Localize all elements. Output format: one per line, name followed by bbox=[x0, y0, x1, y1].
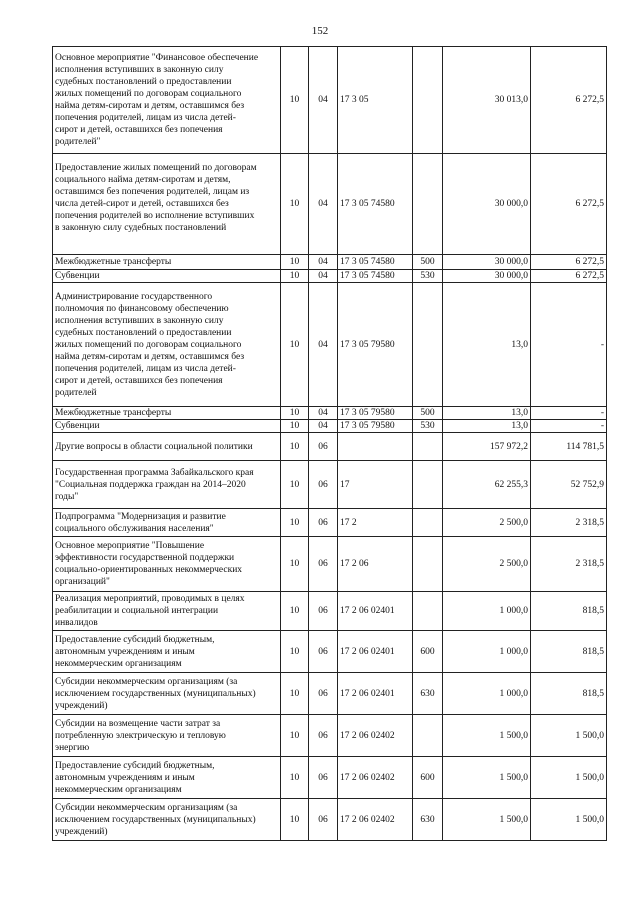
expense-type-cell: 500 bbox=[413, 407, 443, 420]
row-name-line: жилых помещений по договорам социального bbox=[55, 339, 242, 350]
section-code-cell: 10 bbox=[281, 715, 309, 757]
row-name-line: исполнения вступивших в законную силу bbox=[55, 65, 224, 75]
row-name-line: Основное мероприятие "Финансовое обеспечение bbox=[55, 53, 259, 63]
row-name-line: Государственная программа Забайкальского края bbox=[55, 467, 254, 478]
expense-type-cell: 630 bbox=[413, 799, 443, 841]
target-article-cell: 17 2 06 02401 bbox=[338, 673, 413, 715]
section-code-cell: 10 bbox=[281, 407, 309, 420]
target-article-cell: 17 bbox=[338, 461, 413, 509]
table-row bbox=[53, 154, 607, 255]
row-name-cell bbox=[53, 407, 281, 420]
amount-2-cell: 1 500,0 bbox=[531, 799, 607, 841]
section-code-cell: 10 bbox=[281, 631, 309, 673]
section-code-cell: 10 bbox=[281, 537, 309, 592]
table-row bbox=[53, 715, 607, 757]
budget-table bbox=[52, 46, 607, 841]
section-code-cell: 10 bbox=[281, 509, 309, 537]
amount-2-cell: 818,5 bbox=[531, 631, 607, 673]
row-name-line: родителей bbox=[55, 387, 97, 398]
row-name-line: найма детям-сиротам и детям, оставшимся без bbox=[55, 101, 245, 111]
row-name-line: исключением государственных (муниципальных) bbox=[55, 814, 256, 825]
row-name-line: родителей" bbox=[55, 137, 101, 147]
subsection-code-cell: 06 bbox=[309, 673, 338, 715]
row-name-line: Межбюджетные трансферты bbox=[55, 408, 172, 418]
amount-2-cell: 818,5 bbox=[531, 592, 607, 631]
section-code-cell: 10 bbox=[281, 461, 309, 509]
amount-2-cell: - bbox=[531, 420, 607, 433]
expense-type-cell bbox=[413, 154, 443, 255]
table-row bbox=[53, 461, 607, 509]
expense-type-cell bbox=[413, 509, 443, 537]
amount-2-cell: 2 318,5 bbox=[531, 509, 607, 537]
row-name-line: реабилитации и социальной интеграции bbox=[55, 606, 219, 616]
target-article-cell: 17 2 bbox=[338, 509, 413, 537]
subsection-code-cell: 06 bbox=[309, 433, 338, 461]
row-name-line: судебных постановлений о предоставлении bbox=[55, 77, 232, 87]
row-name-cell bbox=[53, 433, 281, 461]
row-name-line: организаций" bbox=[55, 577, 110, 587]
table-row bbox=[53, 592, 607, 631]
table-row bbox=[53, 420, 607, 433]
expense-type-cell: 630 bbox=[413, 673, 443, 715]
target-article-cell: 17 3 05 74580 bbox=[338, 255, 413, 270]
target-article-cell: 17 3 05 79580 bbox=[338, 407, 413, 420]
amount-1-cell: 1 000,0 bbox=[443, 592, 531, 631]
amount-1-cell: 1 500,0 bbox=[443, 715, 531, 757]
amount-1-cell: 30 000,0 bbox=[443, 154, 531, 255]
target-article-cell: 17 3 05 79580 bbox=[338, 420, 413, 433]
row-name-line: Реализация мероприятий, проводимых в целях bbox=[55, 594, 245, 604]
row-name-cell bbox=[53, 154, 281, 255]
amount-2-cell: - bbox=[531, 407, 607, 420]
row-name-line: Другие вопросы в области социальной политики bbox=[55, 441, 253, 452]
row-name-line: эффективности государственной поддержки bbox=[55, 553, 235, 563]
subsection-code-cell: 06 bbox=[309, 799, 338, 841]
table-row bbox=[53, 799, 607, 841]
subsection-code-cell: 04 bbox=[309, 255, 338, 270]
table-row bbox=[53, 631, 607, 673]
row-name-line: в законную силу судебных постановлений bbox=[55, 223, 227, 233]
section-code-cell: 10 bbox=[281, 283, 309, 407]
amount-2-cell: 6 272,5 bbox=[531, 255, 607, 270]
row-name-line: социально-ориентированных некоммерческих bbox=[55, 565, 243, 575]
amount-2-cell: 114 781,5 bbox=[531, 433, 607, 461]
row-name-cell bbox=[53, 673, 281, 715]
row-name-line: Предоставление жилых помещений по договорам bbox=[55, 163, 257, 173]
row-name-line: попечения родителей, лицам из числа детей- bbox=[55, 363, 236, 374]
row-name-line: исключением государственных (муниципальных) bbox=[55, 688, 256, 699]
table-row bbox=[53, 283, 607, 407]
row-name-line: жилых помещений по договорам социального bbox=[55, 89, 242, 99]
table-row bbox=[53, 47, 607, 154]
amount-1-cell: 30 013,0 bbox=[443, 47, 531, 154]
row-name-line: годы" bbox=[55, 491, 79, 502]
subsection-code-cell: 06 bbox=[309, 631, 338, 673]
amount-2-cell: - bbox=[531, 283, 607, 407]
budget-table-body bbox=[53, 47, 607, 841]
target-article-cell bbox=[338, 433, 413, 461]
amount-2-cell: 6 272,5 bbox=[531, 270, 607, 283]
expense-type-cell bbox=[413, 592, 443, 631]
section-code-cell: 10 bbox=[281, 799, 309, 841]
table-row bbox=[53, 255, 607, 270]
amount-1-cell: 13,0 bbox=[443, 420, 531, 433]
row-name-line: "Социальная поддержка граждан на 2014–2020 bbox=[55, 479, 246, 490]
row-name-line: потребленную электрическую и тепловую bbox=[55, 730, 226, 741]
page-number: 152 bbox=[311, 25, 329, 37]
amount-1-cell: 2 500,0 bbox=[443, 537, 531, 592]
subsection-code-cell: 04 bbox=[309, 407, 338, 420]
expense-type-cell bbox=[413, 433, 443, 461]
section-code-cell: 10 bbox=[281, 270, 309, 283]
subsection-code-cell: 04 bbox=[309, 420, 338, 433]
row-name-line: Межбюджетные трансферты bbox=[55, 257, 172, 267]
target-article-cell: 17 3 05 79580 bbox=[338, 283, 413, 407]
row-name-line: Субсидии некоммерческим организациям (за bbox=[55, 676, 238, 687]
section-code-cell: 10 bbox=[281, 433, 309, 461]
row-name-line: найма детям-сиротам и детям, оставшимся без bbox=[55, 351, 245, 362]
expense-type-cell: 530 bbox=[413, 420, 443, 433]
row-name-cell bbox=[53, 509, 281, 537]
target-article-cell: 17 3 05 74580 bbox=[338, 270, 413, 283]
expense-type-cell bbox=[413, 47, 443, 154]
amount-1-cell: 13,0 bbox=[443, 283, 531, 407]
row-name-line: попечения родителей во исполнение вступивших bbox=[55, 211, 255, 221]
subsection-code-cell: 06 bbox=[309, 461, 338, 509]
section-code-cell: 10 bbox=[281, 255, 309, 270]
subsection-code-cell: 06 bbox=[309, 592, 338, 631]
target-article-cell: 17 2 06 bbox=[338, 537, 413, 592]
subsection-code-cell: 06 bbox=[309, 537, 338, 592]
row-name-cell bbox=[53, 757, 281, 799]
section-code-cell: 10 bbox=[281, 420, 309, 433]
amount-2-cell: 2 318,5 bbox=[531, 537, 607, 592]
section-code-cell: 10 bbox=[281, 47, 309, 154]
target-article-cell: 17 3 05 74580 bbox=[338, 154, 413, 255]
amount-1-cell: 2 500,0 bbox=[443, 509, 531, 537]
row-name-line: оставшимся без попечения родителей, лицам из bbox=[55, 187, 250, 197]
target-article-cell: 17 3 05 bbox=[338, 47, 413, 154]
subsection-code-cell: 04 bbox=[309, 47, 338, 154]
subsection-code-cell: 04 bbox=[309, 283, 338, 407]
row-name-line: энергию bbox=[55, 742, 90, 753]
row-name-line: полномочия по финансовому обеспечению bbox=[55, 303, 229, 314]
row-name-line: социального обслуживания населения" bbox=[55, 523, 214, 534]
section-code-cell: 10 bbox=[281, 757, 309, 799]
row-name-line: Подпрограмма "Модернизация и развитие bbox=[55, 511, 226, 522]
row-name-cell bbox=[53, 592, 281, 631]
amount-1-cell: 1 500,0 bbox=[443, 757, 531, 799]
amount-1-cell: 1 500,0 bbox=[443, 799, 531, 841]
subsection-code-cell: 06 bbox=[309, 715, 338, 757]
row-name-cell bbox=[53, 461, 281, 509]
row-name-line: социального найма детям-сиротам и детям, bbox=[55, 175, 231, 185]
row-name-line: сирот и детей, оставшихся без попечения bbox=[55, 125, 223, 135]
row-name-line: Субсидии на возмещение части затрат за bbox=[55, 718, 221, 729]
row-name-cell bbox=[53, 47, 281, 154]
subsection-code-cell: 04 bbox=[309, 154, 338, 255]
amount-2-cell: 818,5 bbox=[531, 673, 607, 715]
row-name-line: числа детей-сирот и детей, оставшихся без bbox=[55, 199, 229, 209]
expense-type-cell: 500 bbox=[413, 255, 443, 270]
amount-2-cell: 1 500,0 bbox=[531, 715, 607, 757]
row-name-cell bbox=[53, 283, 281, 407]
amount-2-cell: 1 500,0 bbox=[531, 757, 607, 799]
row-name-cell bbox=[53, 255, 281, 270]
row-name-line: учреждений) bbox=[55, 826, 108, 837]
row-name-line: учреждений) bbox=[55, 700, 108, 711]
expense-type-cell bbox=[413, 715, 443, 757]
row-name-cell bbox=[53, 270, 281, 283]
table-row bbox=[53, 270, 607, 283]
table-row bbox=[53, 673, 607, 715]
row-name-line: Предоставление субсидий бюджетным, bbox=[55, 760, 215, 771]
row-name-line: Основное мероприятие "Повышение bbox=[55, 541, 205, 551]
row-name-cell bbox=[53, 799, 281, 841]
table-row bbox=[53, 509, 607, 537]
amount-1-cell: 13,0 bbox=[443, 407, 531, 420]
target-article-cell: 17 2 06 02401 bbox=[338, 631, 413, 673]
row-name-cell bbox=[53, 420, 281, 433]
expense-type-cell bbox=[413, 461, 443, 509]
row-name-cell bbox=[53, 537, 281, 592]
expense-type-cell: 530 bbox=[413, 270, 443, 283]
amount-2-cell: 6 272,5 bbox=[531, 154, 607, 255]
row-name-line: Субсидии некоммерческим организациям (за bbox=[55, 802, 238, 813]
row-name-line: автономным учреждениям и иным bbox=[55, 772, 195, 783]
subsection-code-cell: 06 bbox=[309, 757, 338, 799]
row-name-cell bbox=[53, 715, 281, 757]
row-name-line: исполнения вступивших в законную силу bbox=[55, 315, 224, 326]
expense-type-cell bbox=[413, 537, 443, 592]
row-name-line bbox=[55, 234, 278, 246]
subsection-code-cell: 04 bbox=[309, 270, 338, 283]
target-article-cell: 17 2 06 02402 bbox=[338, 757, 413, 799]
target-article-cell: 17 2 06 02401 bbox=[338, 592, 413, 631]
row-name-line: Предоставление субсидий бюджетным, bbox=[55, 634, 215, 645]
row-name-line: Администрирование государственного bbox=[55, 291, 213, 302]
amount-1-cell: 30 000,0 bbox=[443, 255, 531, 270]
table-row bbox=[53, 407, 607, 420]
row-name-line: автономным учреждениям и иным bbox=[55, 646, 195, 657]
row-name-line: Субвенции bbox=[55, 421, 100, 431]
row-name-line: судебных постановлений о предоставлении bbox=[55, 327, 232, 338]
row-name-line: некоммерческим организациям bbox=[55, 784, 182, 795]
target-article-cell: 17 2 06 02402 bbox=[338, 715, 413, 757]
row-name-cell bbox=[53, 631, 281, 673]
amount-1-cell: 30 000,0 bbox=[443, 270, 531, 283]
amount-1-cell: 1 000,0 bbox=[443, 631, 531, 673]
amount-1-cell: 157 972,2 bbox=[443, 433, 531, 461]
expense-type-cell: 600 bbox=[413, 631, 443, 673]
section-code-cell: 10 bbox=[281, 673, 309, 715]
table-row bbox=[53, 757, 607, 799]
expense-type-cell: 600 bbox=[413, 757, 443, 799]
expense-type-cell bbox=[413, 283, 443, 407]
target-article-cell: 17 2 06 02402 bbox=[338, 799, 413, 841]
row-name-line: сирот и детей, оставшихся без попечения bbox=[55, 375, 223, 386]
amount-2-cell: 52 752,9 bbox=[531, 461, 607, 509]
row-name-line: попечения родителей, лицам из числа детей- bbox=[55, 113, 236, 123]
row-name-line: некоммерческим организациям bbox=[55, 658, 182, 669]
row-name-line: инвалидов bbox=[55, 618, 98, 628]
row-name-line: Субвенции bbox=[55, 271, 100, 281]
amount-1-cell: 1 000,0 bbox=[443, 673, 531, 715]
table-row bbox=[53, 537, 607, 592]
table-row bbox=[53, 433, 607, 461]
amount-1-cell: 62 255,3 bbox=[443, 461, 531, 509]
subsection-code-cell: 06 bbox=[309, 509, 338, 537]
section-code-cell: 10 bbox=[281, 154, 309, 255]
amount-2-cell: 6 272,5 bbox=[531, 47, 607, 154]
section-code-cell: 10 bbox=[281, 592, 309, 631]
